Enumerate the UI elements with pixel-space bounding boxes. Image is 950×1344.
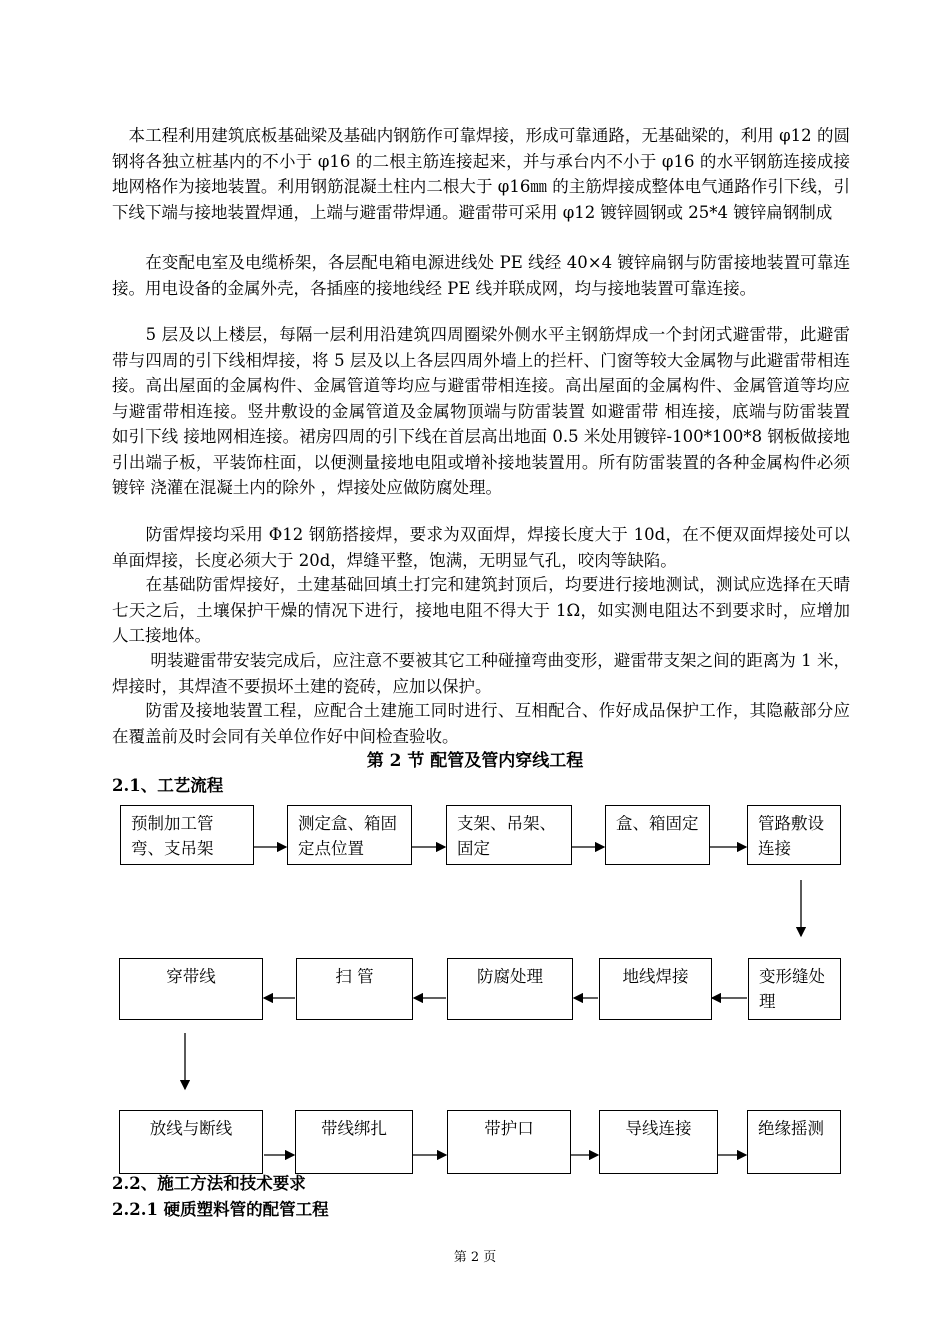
flow-step-bushing: 带护口 [447,1110,571,1174]
flow-step-anticorrosion: 防腐处理 [447,958,573,1020]
page-number: 第 2 页 [453,1250,497,1265]
flow-step-box-fix: 盒、箱固定 [605,805,710,865]
section-title: 第 2 节 配管及管内穿线工程 [366,751,584,771]
paragraph-5: 在基础防雷焊接好，土建基础回填土打完和建筑封顶后，均要进行接地测试，测试应选择在天晴七天之后，土壤保护干燥的情况下进行，接地电阻不得大于 1Ω，如实测电阻达不到要求时，应增加人工接地体。 [112,575,850,645]
heading-process-flow: 2.1、工艺流程 [112,776,224,795]
heading-pvc-conduit: 2.2.1 硬质塑料管的配管工程 [112,1200,329,1219]
paragraph-1: 本工程利用建筑底板基础梁及基础内钢筋作可靠焊接，形成可靠通路，无基础梁的，利用 φ12 的圆钢将各独立桩基内的不小于 φ16 的二根主筋连接起来，并与承台内不小于 φ16 的水平钢筋连接成接地网格作为接地装置。利用钢筋混凝土柱内二根大于 φ16㎜ 的主筋焊接成整体电气通路作引下线，引下线下端与接地装置焊通，上端与避雷带焊通。避雷带可采用 φ12 镀锌圆钢或 25*4 镀锌扁钢制成 [112,126,850,222]
flow-step-wire-cut: 放线与断线 [119,1110,263,1174]
flow-step-sweep-pipe: 扫 管 [296,958,413,1020]
paragraph-3: 5 层及以上楼层，每隔一层利用沿建筑四周圈梁外侧水平主钢筋焊成一个封闭式避雷带，此避雷带与四周的引下线相焊接，将 5 层及以上各层四周外墙上的拦杆、门窗等较大金属物与此避雷带相连接。高出屋面的金属构件、金属管道等均应与避雷带相连接。高出屋面的金属构件、金属管道等均应与避雷带相连接。竖井敷设的金属管道及金属物顶端与防雷装置 如避雷带 相连接，底端与防雷装置 如引下线 接地网相连接。裙房四周的引下线在首层高出地面 0.5 米处用镀锌-100*100*8 钢板做接地引出端子板，平装饰柱面，以便测量接地电阻或增补接地装置用。所有防雷装置的各种金属构件必须镀锌 浇灌在混凝土内的除外 ，焊接处应做防腐处理。 [112,325,850,497]
flow-step-joint: 变形缝处理 [748,958,841,1020]
flow-step-wire-tie: 带线绑扎 [295,1110,413,1174]
flow-step-lead-wire: 穿带线 [119,958,263,1020]
flow-step-insulation-test: 绝缘摇测 [747,1110,841,1174]
flow-step-pipe-lay: 管路敷设连接 [747,805,841,865]
paragraph-7: 防雷及接地装置工程，应配合土建施工同时进行、互相配合、作好成品保护工作，其隐蔽部分应在覆盖前及时会同有关单位作好中间检查验收。 [112,701,850,746]
flow-step-measure: 测定盒、箱固定点位置 [287,805,412,865]
paragraph-2: 在变配电室及电缆桥架，各层配电箱电源进线处 PE 线经 40×4 镀锌扁钢与防雷接地装置可靠连接。用电设备的金属外壳，各插座的接地线经 PE 线并联成网，均与接地装置可靠连接。 [112,253,850,298]
flow-step-ground-weld: 地线焊接 [599,958,712,1020]
flow-step-prefab: 预制加工管弯、支吊架 [120,805,254,865]
paragraph-4: 防雷焊接均采用 Φ12 钢筋搭接焊，要求为双面焊，焊接长度大于 10d，在不便双面焊接处可以单面焊接，长度必须大于 20d，焊缝平整，饱满，无明显气孔，咬肉等缺陷。 [112,525,850,570]
flow-step-wire-connect: 导线连接 [599,1110,718,1174]
paragraph-6: 明装避雷带安装完成后，应注意不要被其它工种碰撞弯曲变形，避雷带支架之间的距离为 1 米，焊接时，其焊渣不要损坏土建的瓷砖，应加以保护。 [112,651,850,696]
heading-construction-method: 2.2、施工方法和技术要求 [112,1174,306,1193]
flow-step-bracket: 支架、吊架、固定 [446,805,572,865]
